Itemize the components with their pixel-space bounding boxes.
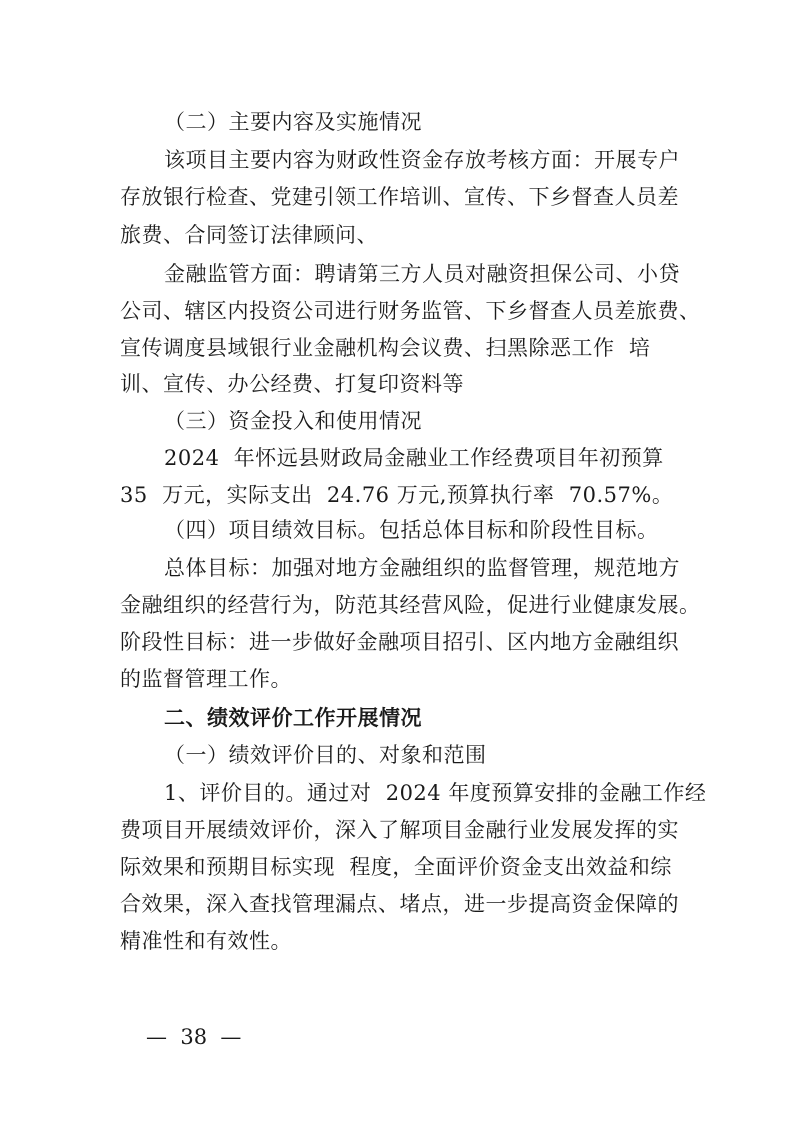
section-heading-funding: （三）资金投入和使用情况 xyxy=(164,409,422,433)
paragraph-line: 存放银行检查、党建引领工作培训、宣传、下乡督查人员差 xyxy=(120,185,679,209)
paragraph-line: 2024 年怀远县财政局金融业工作经费项目年初预算 xyxy=(164,446,664,470)
paragraph-line: 35 万元，实际支出 24.76 万元,预算执行率 70.57%。 xyxy=(120,483,674,507)
paragraph-line: 精准性和有效性。 xyxy=(120,929,292,953)
paragraph-line: 公司、辖区内投资公司进行财务监管、下乡督查人员差旅费、 xyxy=(120,299,701,323)
section-heading-main-content: （二）主要内容及实施情况 xyxy=(164,110,422,134)
section-heading-evaluation-scope: （一）绩效评价目的、对象和范围 xyxy=(164,743,487,767)
section-heading-performance-goals: （四）项目绩效目标。包括总体目标和阶段性目标。 xyxy=(164,518,659,542)
paragraph-line: 的监督管理工作。 xyxy=(120,667,292,691)
paragraph-line: 1、评价目的。通过对 2024 年度预算安排的金融工作经 xyxy=(164,781,707,805)
paragraph-line: 训、宣传、办公经费、打复印资料等 xyxy=(120,372,464,396)
chapter-heading-evaluation: 二、绩效评价工作开展情况 xyxy=(164,705,422,730)
paragraph-line: 合效果，深入查找管理漏点、堵点，进一步提高资金保障的 xyxy=(120,892,679,916)
paragraph-line: 该项目主要内容为财政性资金存放考核方面：开展专户 xyxy=(164,148,680,172)
paragraph-line: 费项目开展绩效评价，深入了解项目金融行业发展发挥的实 xyxy=(120,818,679,842)
paragraph-line: 金融监管方面：聘请第三方人员对融资担保公司、小贷 xyxy=(164,262,680,286)
page-number: — 38 — xyxy=(146,1025,242,1049)
paragraph-line: 旅费、合同签订法律顾问、 xyxy=(120,223,378,247)
paragraph-line: 际效果和预期目标实现 程度，全面评价资金支出效益和综 xyxy=(120,855,672,879)
paragraph-line: 阶段性目标：进一步做好金融项目招引、区内地方金融组织 xyxy=(120,630,679,654)
paragraph-line: 金融组织的经营行为，防范其经营风险，促进行业健康发展。 xyxy=(120,593,701,617)
paragraph-line: 宣传调度县域银行业金融机构会议费、扫黑除恶工作 培 xyxy=(120,336,651,360)
paragraph-line: 总体目标：加强对地方金融组织的监督管理，规范地方 xyxy=(164,556,680,580)
